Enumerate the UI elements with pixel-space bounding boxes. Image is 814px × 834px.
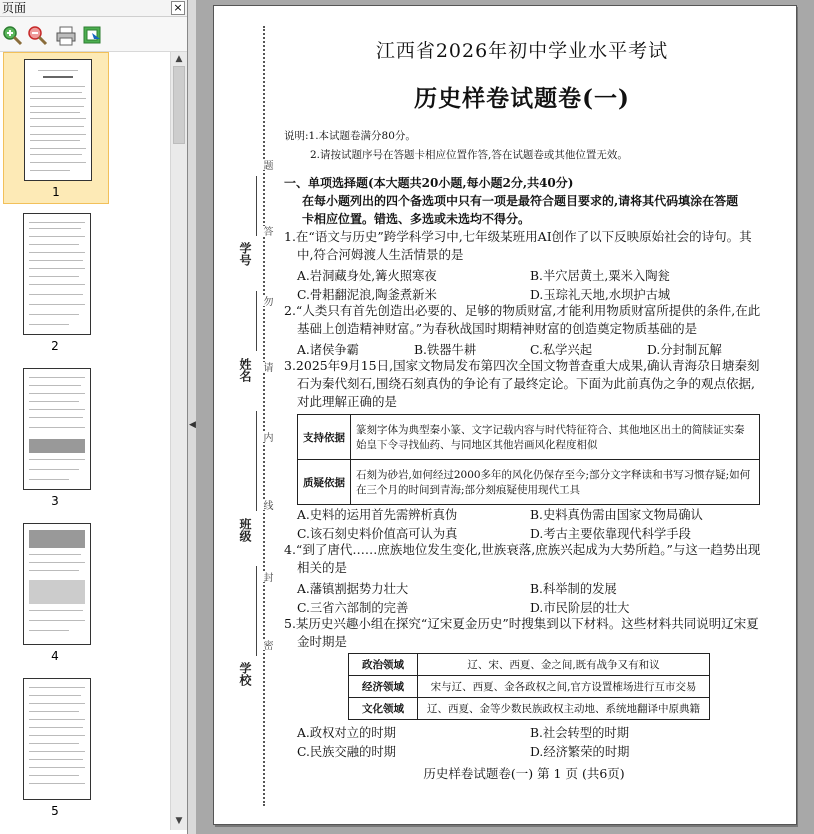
question-text: 5.某历史兴趣小组在探究“辽宋夏金历史”时搜集到以下材料。这些材料共同说明辽宋夏 bbox=[284, 616, 759, 631]
table-row bbox=[349, 654, 710, 676]
page-footer: 历史样卷试题卷(一) 第 1 页 (共6页) bbox=[423, 766, 625, 781]
thumbnail-panel bbox=[0, 0, 188, 834]
table-row-header: 支持依据 bbox=[298, 415, 351, 460]
question-text: 相关的是 bbox=[297, 560, 348, 575]
question-text: 1.在“语文与历史”跨学科学习中,七年级某班用AI创作了以下反映原始社会的诗句。其 bbox=[284, 229, 752, 244]
instruction-note: 2.请按试题序号在答题卡相应位置作答,答在试题卷或其他位置无效。 bbox=[310, 149, 628, 161]
option-a: A.岩洞藏身处,篝火照寒夜 bbox=[297, 269, 437, 283]
question-text: 金时期是 bbox=[297, 634, 348, 649]
section-description: 在每小题列出的四个备选项中只有一项是最符合题目要求的,请将其代码填涂在答题 bbox=[302, 194, 739, 208]
table-cell: 篆刻字体为典型秦小篆、文字记载内容与时代特征符合、其他地区出土的简牍证实秦始皇下令寻找仙药、与同地区其他岩画风化程度相似 bbox=[351, 415, 760, 460]
evidence-table bbox=[297, 414, 760, 505]
question-text: 中,符合河姆渡人生活情景的是 bbox=[297, 247, 464, 262]
scrollbar-thumb[interactable] bbox=[173, 66, 185, 144]
document-scrollbar[interactable] bbox=[798, 0, 814, 834]
option-d: D.经济繁荣的时期 bbox=[530, 745, 630, 759]
binding-word: 内 bbox=[261, 432, 272, 442]
question-text: 3.2025年9月15日,国家文物局发布第四次全国文物普查重大成果,确认青海尕日塘秦刻 bbox=[284, 358, 760, 373]
binding-margin bbox=[234, 26, 274, 806]
binding-word: 勿 bbox=[261, 296, 272, 306]
scroll-down-icon[interactable]: ▼ bbox=[175, 816, 183, 826]
option-c: C.民族交融的时期 bbox=[297, 745, 396, 759]
question-5 bbox=[284, 615, 764, 651]
scroll-up-icon[interactable]: ▲ bbox=[175, 54, 183, 64]
page-thumbnail-5[interactable] bbox=[3, 672, 107, 822]
table-cell: 石刻为砂岩,如何经过2000多年的风化仍保存至今;部分文字释读和书写习惯存疑;如何在三个月的时间到青海;部分刻痕疑使用现代工具 bbox=[351, 460, 760, 505]
section-description: 卡相应位置。错选、多选或未选均不得分。 bbox=[302, 212, 531, 226]
table-row-header: 经济领域 bbox=[349, 676, 418, 698]
option-a: A.政权对立的时期 bbox=[297, 726, 396, 740]
thumbnail-preview bbox=[23, 213, 91, 335]
paper-title: 历史样卷试题卷(一) bbox=[414, 85, 630, 112]
question-1 bbox=[284, 228, 764, 264]
option-c: C.骨耜翻泥浪,陶釜煮新米 bbox=[297, 288, 437, 302]
thumbnail-page-number: 1 bbox=[52, 185, 60, 199]
panel-title: 页面 bbox=[2, 1, 27, 15]
option-b: B.史料真伪需由国家文物局确认 bbox=[530, 508, 703, 522]
close-panel-button[interactable]: × bbox=[171, 1, 185, 15]
option-c: C.私学兴起 bbox=[530, 343, 593, 357]
table-cell: 辽、宋、西夏、金之间,既有战争又有和议 bbox=[418, 654, 710, 676]
option-d: D.考古主要依靠现代科学手段 bbox=[530, 527, 691, 541]
table-row bbox=[349, 676, 710, 698]
option-d: D.玉琮礼天地,水坝护古城 bbox=[530, 288, 671, 302]
option-a: A.史料的运用首先需辨析真伪 bbox=[297, 508, 458, 522]
table-cell: 宋与辽、西夏、金各政权之间,官方设置榷场进行互市交易 bbox=[418, 676, 710, 698]
thumbnail-scrollbar[interactable] bbox=[170, 52, 187, 830]
print-icon[interactable] bbox=[55, 25, 77, 47]
table-row-header: 质疑依据 bbox=[298, 460, 351, 505]
question-3 bbox=[284, 357, 764, 411]
option-c: C.该石刻史料价值高可认为真 bbox=[297, 527, 458, 541]
materials-table bbox=[348, 653, 710, 720]
question-text: 对此理解正确的是 bbox=[297, 394, 398, 409]
question-text: 石为秦代刻石,围绕石刻真伪的争论有了最终定论。下面为此前真伪之争的观点依据, bbox=[297, 376, 755, 391]
table-row-header: 文化领域 bbox=[349, 698, 418, 720]
thumbnail-page-number: 4 bbox=[51, 649, 59, 663]
panel-toolbar bbox=[0, 17, 187, 52]
table-row bbox=[349, 698, 710, 720]
binding-word: 密 bbox=[261, 640, 272, 650]
option-b: B.科举制的发展 bbox=[530, 582, 617, 596]
page-thumbnail-3[interactable] bbox=[3, 362, 107, 512]
binding-word: 请 bbox=[261, 362, 272, 372]
option-c: C.三省六部制的完善 bbox=[297, 601, 409, 615]
thumbnail-page-number: 2 bbox=[51, 339, 59, 353]
document-page bbox=[213, 5, 797, 825]
table-cell: 辽、西夏、金等少数民族政权主动地、系统地翻译中原典籍 bbox=[418, 698, 710, 720]
question-4 bbox=[284, 541, 764, 577]
thumbnail-preview bbox=[23, 523, 91, 645]
collapse-panel-icon[interactable]: ◀ bbox=[189, 420, 196, 430]
page-thumbnail-2[interactable] bbox=[3, 207, 107, 357]
question-text: 2.“人类只有首先创造出必要的、足够的物质财富,才能利用物质财富所提供的条件,在此 bbox=[284, 303, 761, 318]
page-settings-icon[interactable] bbox=[82, 25, 104, 47]
question-text: 4.“到了唐代……庶族地位发生变化,世族衰落,庶族兴起成为大势所趋。”与这一趋势出现 bbox=[284, 542, 761, 557]
option-d: D.市民阶层的壮大 bbox=[530, 601, 630, 615]
binding-dotted-line bbox=[263, 26, 265, 806]
section-title: 一、单项选择题(本大题共20小题,每小题2分,共40分) bbox=[284, 176, 574, 190]
thumbnail-list[interactable] bbox=[0, 52, 170, 830]
thumbnail-page-number: 3 bbox=[51, 494, 59, 508]
table-row-header: 政治领域 bbox=[349, 654, 418, 676]
thumbnail-preview bbox=[23, 678, 91, 800]
question-text: 基础上创造精神财富。”为春秋战国时期精神财富的创造奠定物质基础的是 bbox=[297, 321, 698, 336]
thumbnail-preview bbox=[24, 59, 92, 181]
binding-word: 线 bbox=[261, 500, 272, 510]
binding-word: 题 bbox=[261, 160, 272, 170]
class-label: 班级 bbox=[238, 518, 252, 542]
option-b: B.半穴居黄土,粟米入陶瓮 bbox=[530, 269, 670, 283]
option-a: A.藩镇割据势力壮大 bbox=[297, 582, 409, 596]
table-row bbox=[298, 460, 760, 505]
zoom-in-icon[interactable] bbox=[2, 25, 24, 47]
thumbnail-page-number: 5 bbox=[51, 804, 59, 818]
option-b: B.社会转型的时期 bbox=[530, 726, 630, 740]
binding-word: 封 bbox=[261, 572, 272, 582]
zoom-out-icon[interactable] bbox=[27, 25, 49, 47]
page-thumbnail-4[interactable] bbox=[3, 517, 107, 667]
table-row bbox=[298, 415, 760, 460]
panel-splitter[interactable] bbox=[188, 0, 196, 834]
school-label: 学校 bbox=[238, 662, 252, 686]
name-label: 姓名 bbox=[238, 358, 252, 382]
binding-word: 答 bbox=[261, 226, 272, 236]
page-thumbnail-1[interactable] bbox=[3, 52, 109, 204]
option-b: B.铁器牛耕 bbox=[414, 343, 477, 357]
option-a: A.诸侯争霸 bbox=[297, 343, 359, 357]
question-2 bbox=[284, 302, 764, 338]
thumbnail-preview bbox=[23, 368, 91, 490]
instruction-note: 说明:1.本试题卷满分80分。 bbox=[284, 130, 416, 142]
student-id-label: 学号 bbox=[238, 242, 252, 266]
option-d: D.分封制瓦解 bbox=[647, 343, 722, 357]
exam-title: 江西省2026年初中学业水平考试 bbox=[375, 40, 669, 62]
panel-header bbox=[0, 0, 187, 17]
